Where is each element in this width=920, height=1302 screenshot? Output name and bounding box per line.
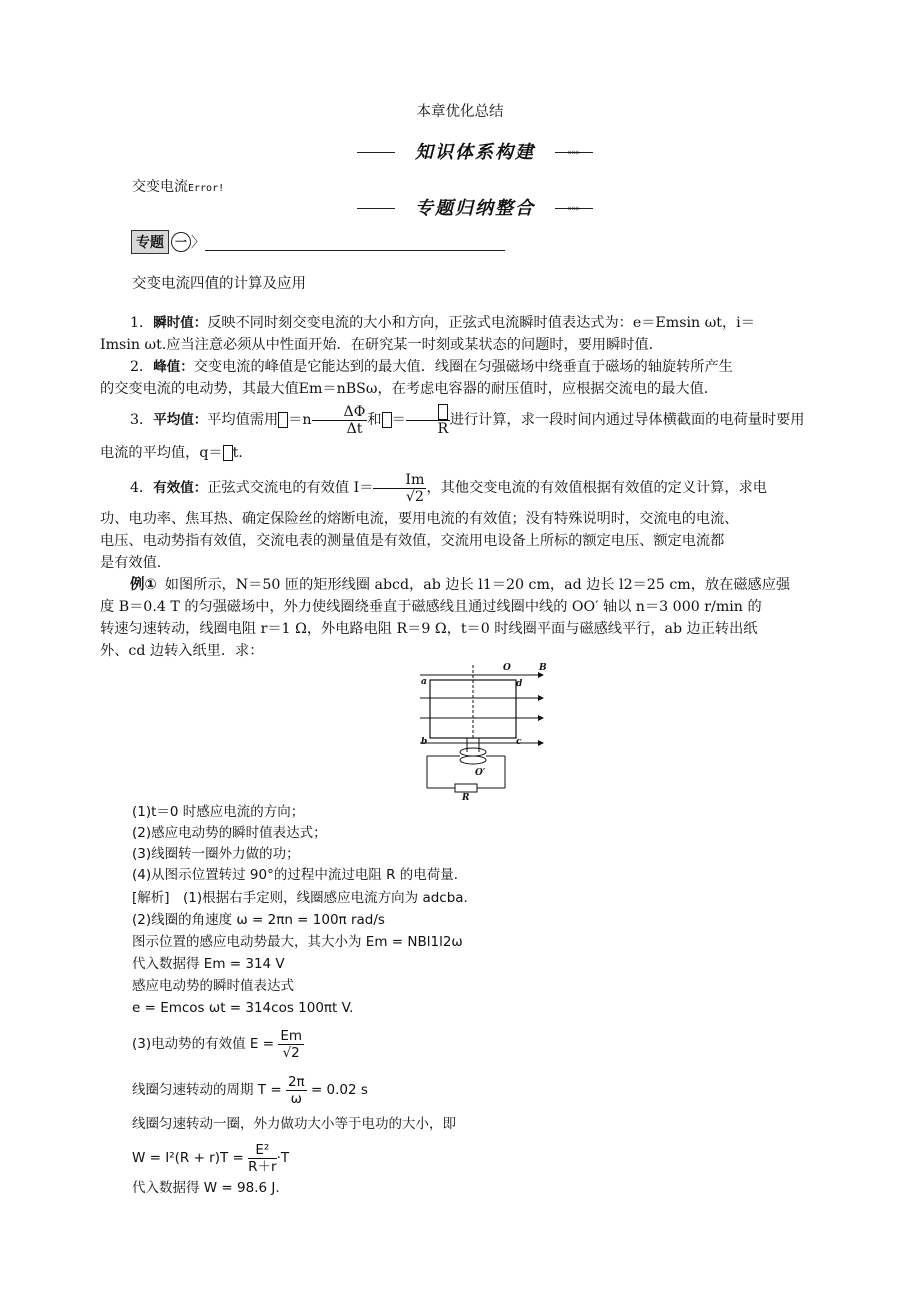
- paragraph-peak: [100, 356, 820, 378]
- example-text-2: 度 B＝0.4 T 的匀强磁场中，外力使线圈绕垂直于磁感线且通过线圈中线的 OO′ 轴以 n＝3 000 r/min 的: [100, 599, 762, 615]
- frac-num: E²: [248, 1142, 276, 1159]
- banner-ticks-icon: »»»: [567, 148, 579, 157]
- left-label-text: 交变电流: [132, 179, 188, 195]
- label-c: c: [516, 737, 522, 747]
- i-bar-box: [382, 412, 392, 428]
- im-over-sqrt2-frac: [373, 472, 426, 505]
- p2-num: 2．: [130, 359, 154, 375]
- banner-knowledge-text: 知识体系构建: [415, 142, 535, 163]
- p2-head: 峰值：: [153, 359, 194, 375]
- frac-num: Im: [373, 472, 426, 489]
- banner-knowledge: [355, 140, 595, 166]
- banner-ticks-icon: »»»: [567, 204, 579, 213]
- p1-num: 1．: [130, 315, 154, 331]
- s8-text: 线圈匀速转动的周期 T =: [132, 1082, 282, 1098]
- solution-line: 图示位置的感应电动势最大，其大小为 Em = NBl1l2ω: [132, 934, 463, 950]
- delta-phi-frac: [312, 404, 368, 437]
- frac-den: √2: [405, 488, 424, 505]
- label-b: b: [421, 737, 428, 747]
- paragraph-effective-2: 功、电功率、焦耳热、确定保险丝的熔断电流，要用电流的有效值；没有特殊说明时，交流电的电流、: [100, 511, 739, 527]
- solution-line: 线圈匀速转动一圈，外力做功大小等于电功的大小，即: [132, 1116, 456, 1132]
- p4-text2: ，其他交变电流的有效值根据有效值的定义计算，求电: [426, 480, 767, 496]
- p3-eq2: ＝: [391, 412, 406, 428]
- coil-figure: [415, 660, 550, 800]
- s10-text: W = I²(R + r)T =: [132, 1150, 244, 1166]
- solution-line-frac: [132, 1022, 304, 1066]
- topic-tag: [131, 230, 205, 252]
- label-O: O: [503, 663, 511, 673]
- left-label: [132, 176, 224, 196]
- solution-line: 代入数据得 Em = 314 V: [132, 956, 285, 972]
- example-text-4: 外、cd 边转入纸里．求：: [100, 643, 264, 659]
- s7-text: (3)电动势的有效值 E =: [132, 1036, 275, 1052]
- example-text: [100, 574, 820, 596]
- question-item: (4)从图示位置转过 90°的过程中流过电阻 R 的电荷量．: [132, 867, 468, 883]
- paragraph-instant-2: Imsin ωt.应当注意必须从中性面开始．在研究某一时刻或某状态的问题时，要用瞬时值．: [100, 337, 663, 353]
- page-title: 本章优化总结: [416, 104, 504, 120]
- paragraph-effective: [100, 466, 820, 510]
- solution-line: e = Emcos ωt = 314cos 100πt V.: [132, 1000, 354, 1016]
- paragraph-peak-2: 的交变电流的电动势，其最大值Em＝nBSω，在考虑电容器的耐压值时，应根据交流电的最大值．: [100, 381, 718, 397]
- i-bar-box: [223, 445, 233, 461]
- s10-tail: ·T: [276, 1150, 290, 1166]
- p4-num: 4．: [130, 480, 154, 496]
- p3-tend: t.: [232, 445, 243, 461]
- questions: [132, 802, 467, 886]
- label-O-prime: O′: [475, 768, 486, 778]
- chevron-right-icon: 〉: [191, 235, 205, 251]
- frac-den: Δt: [346, 420, 363, 437]
- error-text: Error!: [188, 183, 225, 194]
- paragraph-effective-3: 电压、电动势指有效值，交流电表的测量值是有效值，交流用电设备上所标的额定电压、额定电流都: [100, 533, 725, 549]
- topic-num-circle: 一: [171, 232, 191, 252]
- label-B: B: [539, 663, 547, 673]
- paragraph-average: [100, 398, 820, 442]
- example-text-3: 转速匀速转动，线圈电阻 r＝1 Ω，外电路电阻 R＝9 Ω，t＝0 时线圈平面与磁感线平行，ab 边正转出纸: [100, 621, 758, 637]
- solution-line: 代入数据得 W = 98.6 J.: [132, 1180, 280, 1196]
- solution-line: (2)线圈的角速度 ω = 2πn = 100π rad/s: [132, 912, 385, 928]
- banner-topics: [355, 196, 595, 222]
- coil-rect: [430, 680, 516, 738]
- example-line1: 如图所示，N＝50 匝的矩形线圈 abcd，ab 边长 l1＝20 cm，ad 边长 l2＝25 cm，放在磁感应强: [164, 577, 791, 593]
- em-over-sqrt2: [278, 1028, 304, 1061]
- p2-line1: 交变电流的峰值是它能达到的最大值．线圈在匀强磁场中绕垂直于磁场的轴旋转所产生: [193, 359, 733, 375]
- solution-line-frac: [132, 1068, 368, 1112]
- paragraph-average-2: [100, 442, 820, 464]
- paragraph-effective-4: 是有效值．: [100, 555, 171, 571]
- question-item: (1)t＝0 时感应电流的方向；: [132, 804, 305, 820]
- solution-line-frac: [132, 1136, 289, 1180]
- work-frac: [248, 1142, 276, 1175]
- frac-num: ΔΦ: [312, 404, 368, 421]
- paragraph-instant: [100, 312, 820, 334]
- p3-line2: 电流的平均值，q＝: [100, 445, 223, 461]
- p3-text1: 平均值需用: [207, 412, 279, 428]
- period-frac: [286, 1074, 307, 1107]
- s8-result: = 0.02 s: [310, 1082, 368, 1098]
- example-label: 例①: [130, 577, 157, 593]
- label-d: d: [516, 679, 523, 689]
- frac-num: 2π: [287, 1073, 305, 1090]
- p1-line1: 反映不同时刻交变电流的大小和方向，正弦式电流瞬时值表达式为：e＝Emsin ωt，i＝: [207, 315, 755, 331]
- question-item: (2)感应电动势的瞬时值表达式；: [132, 825, 327, 841]
- frac-den: R: [437, 420, 449, 437]
- slip-ring: [460, 756, 486, 764]
- label-R: R: [462, 793, 470, 800]
- label-a: a: [421, 677, 427, 687]
- frac-den: ω: [290, 1090, 302, 1107]
- frac-num-box: [406, 404, 450, 421]
- e-over-r-frac: [406, 404, 450, 437]
- question-item: (3)线圈转一圈外力做的功；: [132, 846, 300, 862]
- p4-head: 有效值：: [153, 480, 208, 496]
- solution-line: [解析] (1)根据右手定则，线圈感应电流方向为 adcba.: [132, 890, 468, 906]
- p3-eq1: ＝n: [288, 412, 312, 428]
- p3-head: 平均值：: [153, 412, 208, 428]
- p3-text2: 进行计算，求一段时间内通过导体横截面的电荷量时要用: [449, 412, 805, 428]
- e-bar-box: [278, 412, 288, 428]
- solution-line: 感应电动势的瞬时值表达式: [132, 978, 294, 994]
- p3-and: 和: [367, 412, 382, 428]
- frac-den: √2: [282, 1044, 300, 1061]
- banner-topics-text: 专题归纳整合: [415, 198, 535, 219]
- p3-num: 3．: [130, 412, 154, 428]
- topic-underline: [205, 250, 505, 251]
- frac-den: R＋r: [248, 1158, 277, 1175]
- topic-title: 交变电流四值的计算及应用: [132, 276, 306, 292]
- slip-ring: [460, 748, 486, 756]
- frac-num: Em: [280, 1027, 303, 1044]
- p4-text1: 正弦式交流电的有效值 I＝: [207, 480, 374, 496]
- p1-head: 瞬时值：: [153, 315, 208, 331]
- topic-tag-label: 专题: [131, 230, 169, 254]
- resistor: [455, 784, 477, 792]
